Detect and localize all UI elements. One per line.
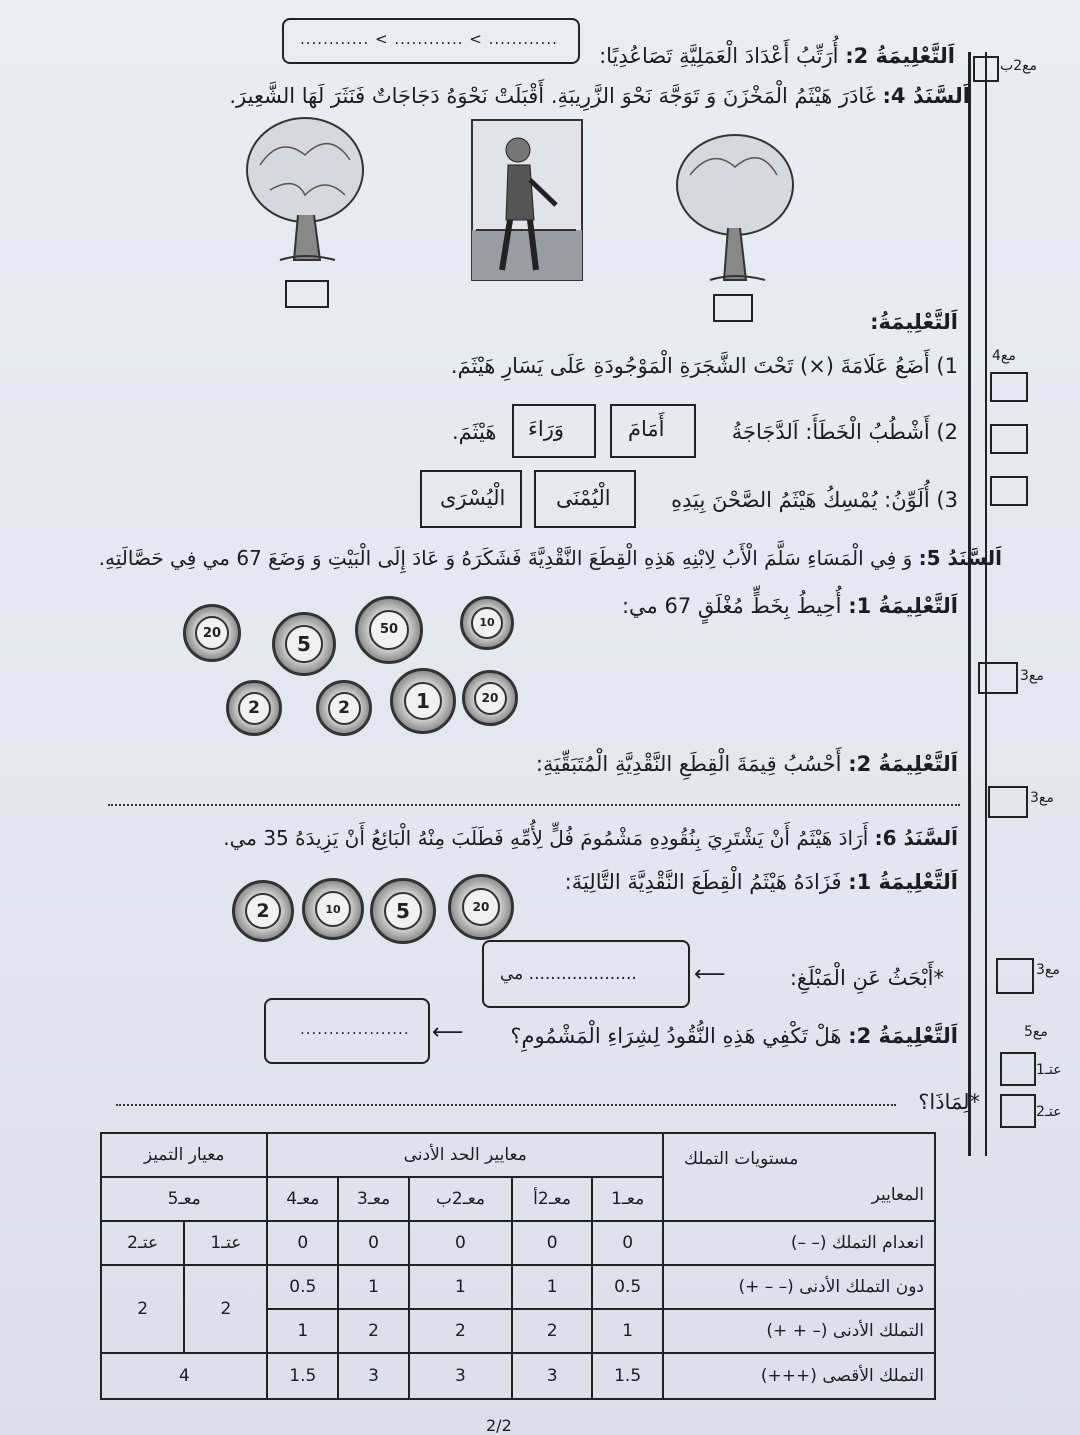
instruction-label: اَلتَّعْلِيمَةُ 1: [848,594,958,618]
side-code-mae3-b: مع3 [1030,790,1054,806]
score-box-mae3-a[interactable] [978,662,1018,694]
coin-value: 5 [285,625,323,663]
col-header: معـ1 [592,1177,663,1221]
instruction-2-top [599,44,955,68]
score-box-ata1[interactable] [1000,1052,1036,1086]
coin[interactable] [460,596,514,650]
item-1: 1) أَضَعُ عَلَامَةَ (×) تَحْتَ الشَّجَرَةِ الْمَوْجُودَةِ عَلَى يَسَارِ هَيْثَمَ. [450,354,958,378]
cell: 0 [409,1221,512,1265]
instruction-label: اَلتَّعْلِيمَةُ 2: [845,44,955,68]
cell: 0 [592,1221,663,1265]
instruction-text: أُحِيطُ بِخَطٍّ مُغْلَقٍ 67 مي: [621,594,842,618]
sanad-5-instruction-1 [622,594,958,618]
cell: 2 [184,1265,267,1353]
score-box-item1[interactable] [990,372,1028,402]
score-box-ata2[interactable] [1000,1094,1036,1128]
cell: 1 [338,1265,409,1309]
coin-value: 10 [471,607,503,639]
item-2-suffix: هَيْثَمَ. [452,420,497,444]
option-yusra-label: الْيُسْرَى [440,486,506,510]
sanad-6-instruction-1 [565,870,958,894]
search-prompt: *أَبْحَثُ عَنِ الْمَبْلَغِ: [789,966,944,990]
cell: 1 [267,1309,338,1353]
score-box-mae3-c[interactable] [996,958,1034,994]
table-row [101,1265,935,1309]
margin-line [968,52,971,1156]
sanad-6 [223,826,958,850]
side-code-ata1: عتـ1 [1036,1062,1062,1078]
cell: 0.5 [267,1265,338,1309]
score-box-mae2b[interactable] [973,56,999,82]
cell: 3 [338,1353,409,1399]
col-header: معـ2أ [512,1177,592,1221]
side-code-mae2b: مع2ب [1000,58,1038,74]
score-box-item3[interactable] [990,476,1028,506]
sanad-label: اَلسَّنَدُ 6: [874,826,958,850]
table-row [101,1353,935,1399]
instruction-label: اَلتَّعْلِيمَةُ 2: [848,752,958,776]
row-label: التملك الأقصى (+++) [663,1353,935,1399]
coin-value: 10 [315,891,351,927]
side-code-ata2: عتـ2 [1036,1104,1062,1120]
cell: 2 [338,1309,409,1353]
coin-value: 2 [245,893,281,929]
sanad-label: اَلسَّنَدُ 5: [918,546,1002,570]
coin[interactable] [302,878,364,940]
rubric-table [100,1132,936,1400]
coin[interactable] [183,604,241,662]
instruction-label-4: اَلتَّعْلِيمَةُ: [870,310,958,334]
side-code-mae3-c: مع3 [1036,962,1060,978]
coin-value: 50 [369,610,409,650]
cell: 0 [338,1221,409,1265]
col-header-mae5: معـ5 [101,1177,267,1221]
checkbox-tree-right[interactable] [713,294,753,322]
cell: 0.5 [592,1265,663,1309]
arrow-icon: ⟵ [694,962,726,987]
ata2-header: عتـ2 [101,1221,184,1265]
cell: 1.5 [267,1353,338,1399]
sanad-text: وَ فِي الْمَسَاءِ سَلَّمَ الْأَبُ لِابْنِهِ هَذِهِ الْقِطَعَ النَّقْدِيَّةَ فَشَكَرَهُ وَ عَادَ إِلَى الْبَيْتِ وَ وَضَعَ 67 مي فِي حَصَّالَتِهِ. [98,546,913,570]
excellence-header: معيار التميز [101,1133,267,1177]
why-answer-line[interactable] [116,1104,896,1106]
side-code-mae5: مع5 [1024,1024,1048,1040]
coin[interactable] [232,880,294,942]
coin[interactable] [462,670,518,726]
row-label: دون التملك الأدنى (– – +) [663,1265,935,1309]
coin[interactable] [448,874,514,940]
criteria-header: المعايير [871,1185,924,1205]
instruction-label: اَلتَّعْلِيمَةُ 1: [848,870,958,894]
side-code-mae4: مع4 [992,348,1016,364]
checkbox-tree-left[interactable] [285,280,329,308]
cell: 3 [409,1353,512,1399]
col-header: معـ2ب [409,1177,512,1221]
coin-value: 20 [474,682,507,715]
arrow-icon: ⟵ [432,1020,464,1045]
coin-value: 1 [404,682,443,721]
answer-blank: ................... [300,1020,410,1038]
sanad-label: اَلسَّنَدُ 4: [882,84,970,108]
instruction-text: أَحْسُبُ قِيمَةَ الْقِطَعِ النَّقْدِيَّةِ الْمُتَبَقِّيَةِ: [535,752,842,776]
row-label: انعدام التملك (– –) [663,1221,935,1265]
cell: 2 [101,1265,184,1353]
sanad-5-instruction-2 [536,752,958,776]
min-header: معايير الحد الأدنى [267,1133,663,1177]
instruction-text: هَلْ تَكْفِي هَذِهِ النُّقُودُ لِشِرَاءِ الْمَشْمُومِ؟ [510,1024,842,1048]
instruction-text: أُرَتِّبُ أَعْدَادَ الْعَمَلِيَّةِ تَصَاعُدِيًا: [599,44,839,68]
coin-value: 2 [328,692,361,725]
levels-header: مستويات التملك [684,1149,799,1169]
coin[interactable] [226,680,282,736]
cell: 1 [592,1309,663,1353]
item-3-prefix: 3) أُلَوِّنُ: يُمْسِكُ هَيْثَمُ الصَّحْنَ بِيَدِهِ [671,488,958,512]
amount-blank: .................... مي [500,964,637,984]
coin[interactable] [355,596,423,664]
cell: 2 [409,1309,512,1353]
cell: 2 [512,1309,592,1353]
sanad-5 [99,546,1002,570]
side-code-mae3-a: مع3 [1020,668,1044,684]
page-number: 2/2 [486,1416,512,1435]
score-box-item2[interactable] [990,424,1028,454]
option-yumna-label: الْيُمْنَى [556,486,611,510]
cell: 3 [512,1353,592,1399]
coin-value: 20 [195,616,229,650]
table-row [101,1221,935,1265]
instruction-label: اَلتَّعْلِيمَةُ 2: [848,1024,958,1048]
levels-header-cell [663,1133,935,1221]
cell: 1 [512,1265,592,1309]
sanad-text: أَرَادَ هَيْثَمُ أَنْ يَشْتَرِيَ بِنُقُودِهِ مَشْمُومَ فُلٍّ لِأُمِّهِ فَطَلَبَ مِنْهُ الْبَائِعُ أَنْ يَزِيدَهُ 35 مي. [223,826,869,850]
tree-left-icon [247,118,363,260]
row-label: التملك الأدنى (– + +) [663,1309,935,1353]
item-2-prefix: 2) أَشْطُبُ الْخَطَأَ: اَلدَّجَاجَةُ [731,420,958,444]
coin[interactable] [390,668,456,734]
sanad-text: غَادَرَ هَيْثَمُ الْمَخْزَنَ وَ تَوَجَّهَ نَحْوَ الزَّرِيبَةِ. أَقْبَلَتْ نَحْوَهُ دَجَاجَاتٌ فَنَثَرَ لَهَا الشَّعِيرَ. [229,84,876,108]
instruction-text: فَزَادَهُ هَيْثَمُ الْقِطَعَ النَّقْدِيَّةَ التَّالِيَةَ: [564,870,842,894]
why-prompt: *لِمَاذَا؟ [918,1090,980,1114]
cell: 4 [101,1353,267,1399]
coin[interactable] [272,612,336,676]
score-box-mae3-b[interactable] [988,786,1028,818]
answer-line[interactable] [108,804,960,806]
coin[interactable] [316,680,372,736]
option-waraa-label: وَرَاءَ [528,417,564,441]
coin-value: 20 [462,888,501,927]
col-header: معـ4 [267,1177,338,1221]
col-header: معـ3 [338,1177,409,1221]
cell: 0 [267,1221,338,1265]
coin-value: 5 [384,892,423,931]
sanad-4 [229,84,970,108]
coin-value: 2 [238,692,271,725]
sanad-6-instruction-2 [510,1024,958,1048]
cell: 1.5 [592,1353,663,1399]
coin[interactable] [370,878,436,944]
boy-scene-icon [472,120,582,280]
cell: 1 [409,1265,512,1309]
ata1-header: عتـ1 [184,1221,267,1265]
cell: 0 [512,1221,592,1265]
order-blank: ............ < ............ < ............ [300,30,558,48]
tree-right-icon [677,135,793,280]
option-amam-label: أَمَامَ [628,417,665,441]
margin-line-inner [985,52,987,1156]
